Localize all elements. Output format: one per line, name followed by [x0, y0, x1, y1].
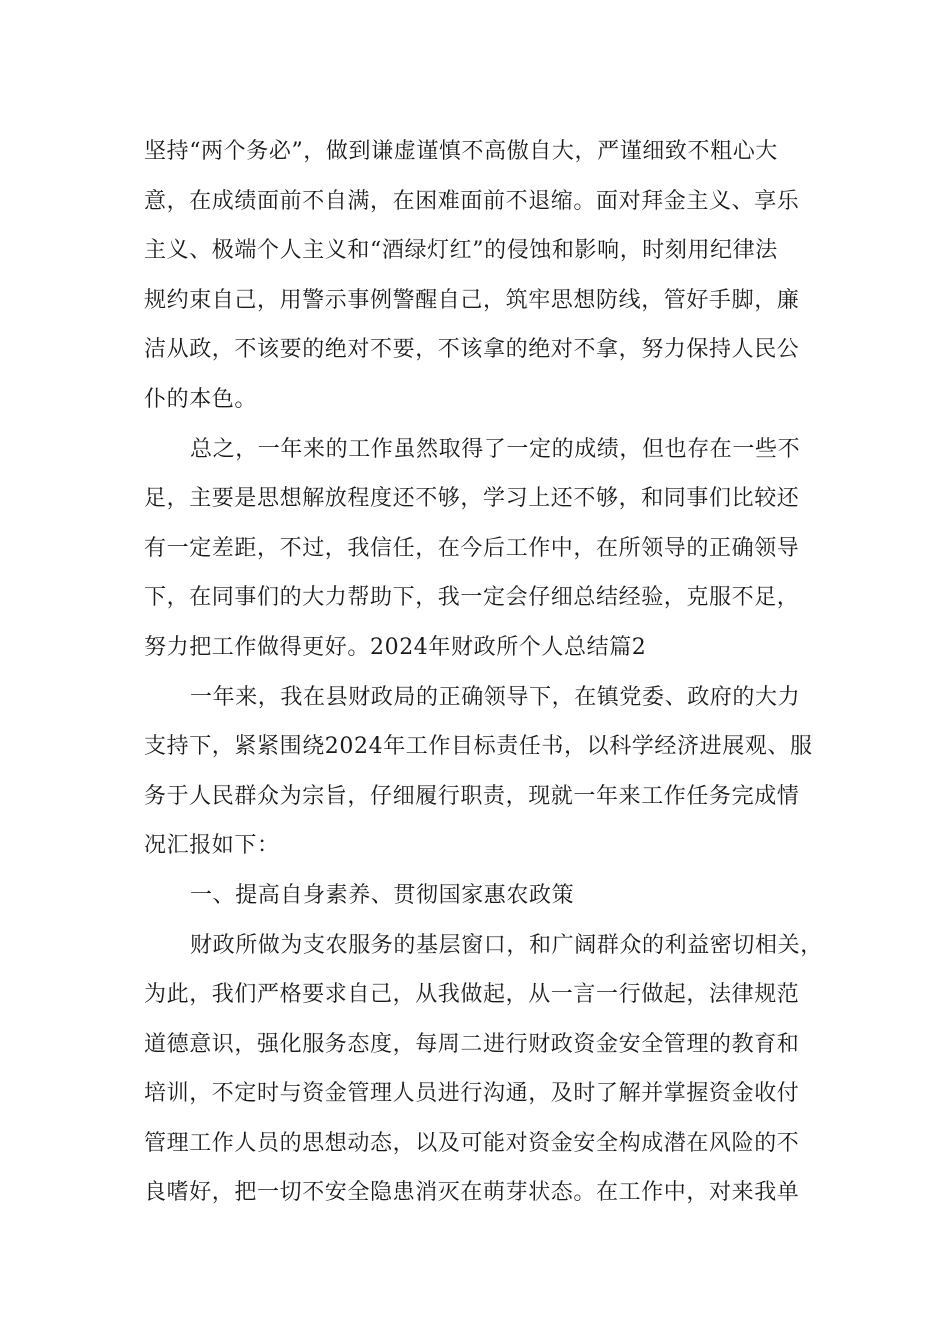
- document-body: [144, 127, 824, 1218]
- text-line: 足，主要是思想解放程度还不够，学习上还不够，和同事们比较还: [144, 486, 800, 512]
- text-line: 努力把工作做得更好。2024年财政所个人总结篇2: [144, 634, 647, 660]
- text-line: 道德意识，强化服务态度，每周二进行财政资金安全管理的教育和: [144, 1031, 800, 1057]
- text-line: 总之，一年来的工作虽然取得了一定的成绩，但也存在一些不: [190, 436, 801, 462]
- text-line: 管理工作人员的思想动态，以及可能对资金安全构成潜在风险的不: [144, 1130, 800, 1156]
- text-line: 良嗜好，把一切不安全隐患消灭在萌芽状态。在工作中，对来我单: [144, 1180, 800, 1206]
- text-line: 坚持“两个务必”，做到谦虚谨慎不高傲自大，严谨细致不粗心大: [144, 139, 778, 164]
- text-line: 一年来，我在县财政局的正确领导下，在镇党委、政府的大力: [190, 684, 801, 710]
- text-line: 培训，不定时与资金管理人员进行沟通，及时了解并掌握资金收付: [144, 1081, 800, 1107]
- text-line: 一、提高自身素养、贯彻国家惠农政策: [190, 882, 575, 908]
- text-line: 洁从政，不该要的绝对不要，不该拿的绝对不拿，努力保持人民公: [144, 337, 800, 363]
- text-line: 务于人民群众为宗旨，仔细履行职责，现就一年来工作任务完成情: [144, 783, 800, 809]
- text-line: 况汇报如下：: [144, 833, 280, 859]
- text-line: 支持下，紧紧围绕2024年工作目标责任书，以科学经济进展观、服: [144, 734, 813, 760]
- text-line: 下，在同事们的大力帮助下，我一定会仔细总结经验，克服不足，: [144, 585, 800, 611]
- text-line: 主义、极端个人主义和“酒绿灯红”的侵蚀和影响，时刻用纪律法: [144, 238, 778, 264]
- text-line: 仆的本色。: [144, 386, 258, 412]
- text-line: 意，在成绩面前不自满，在困难面前不退缩。面对拜金主义、享乐: [144, 188, 800, 214]
- text-line: 财政所做为支农服务的基层窗口，和广阔群众的利益密切相关，: [190, 932, 823, 958]
- text-line: 规约束自己，用警示事例警醒自己，筑牢思想防线，管好手脚，廉: [144, 287, 800, 313]
- text-line: 为此，我们严格要求自己，从我做起，从一言一行做起，法律规范: [144, 982, 800, 1008]
- text-line: 有一定差距，不过，我信任，在今后工作中，在所领导的正确领导: [144, 535, 800, 561]
